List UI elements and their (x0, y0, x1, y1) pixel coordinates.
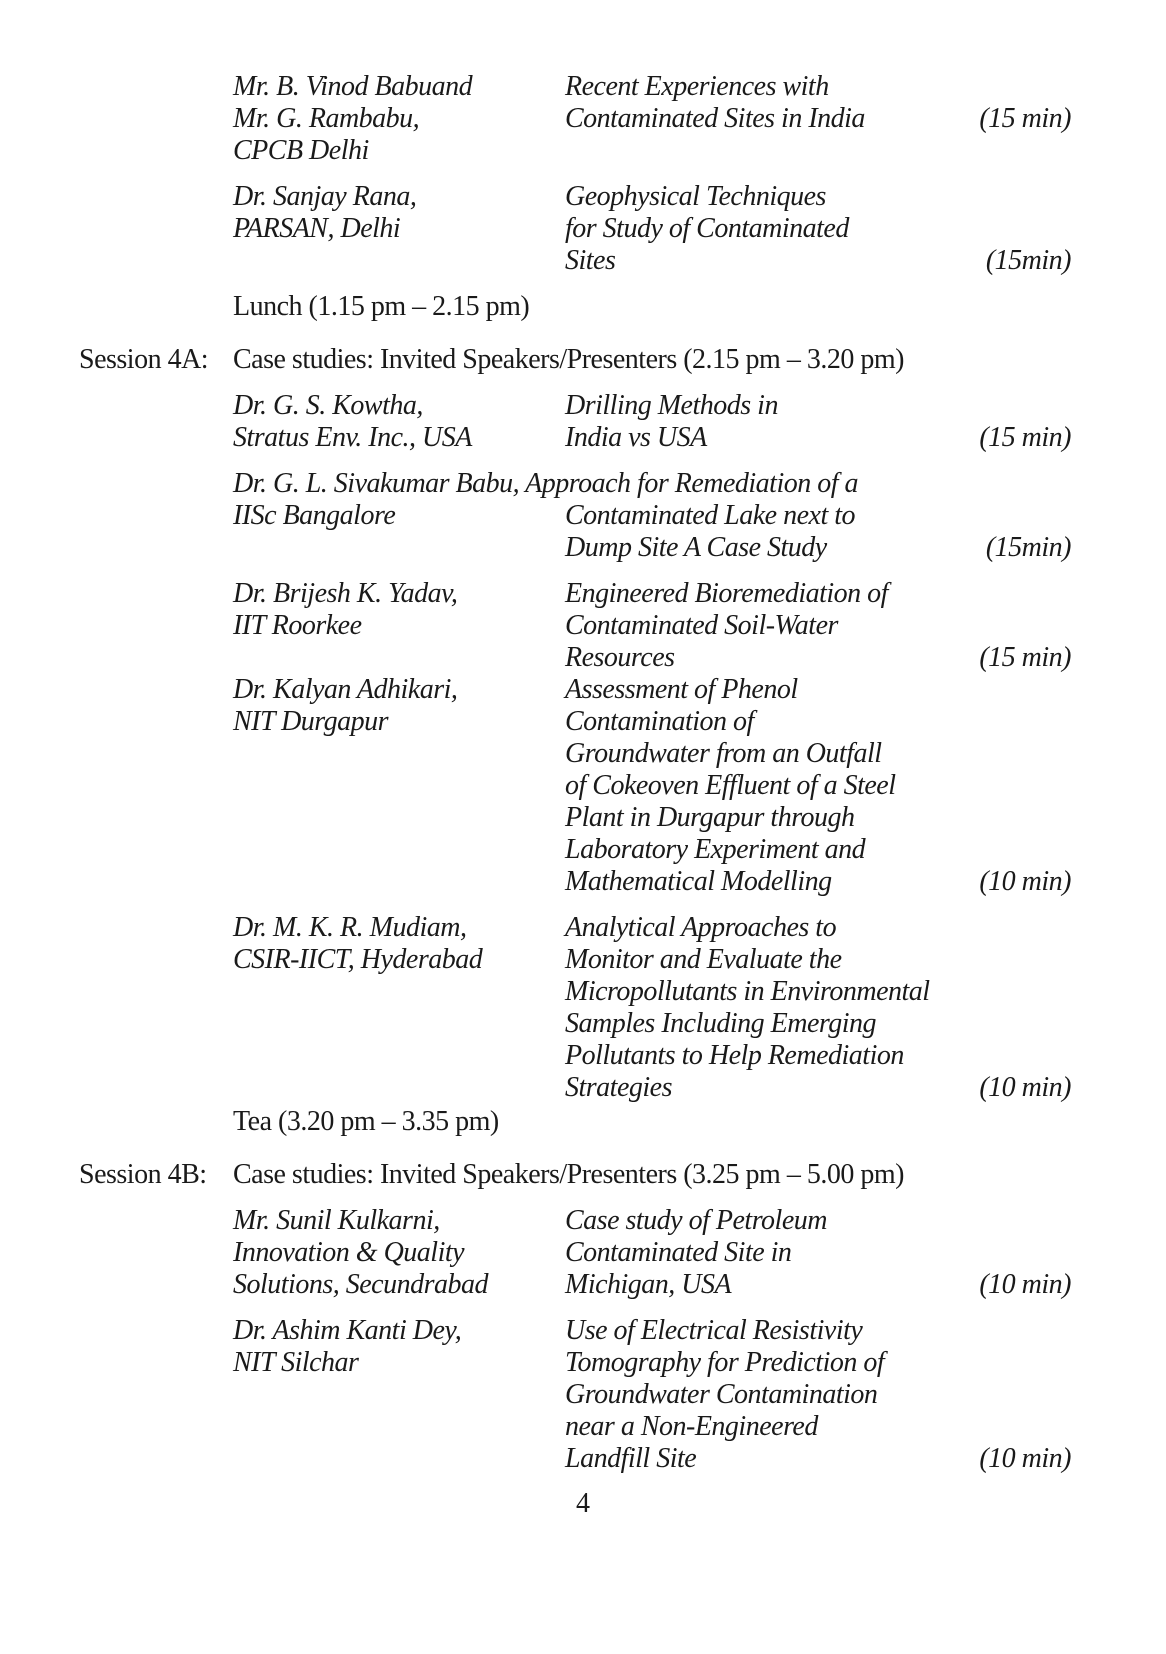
speaker-line: Innovation & Quality (233, 1237, 465, 1268)
speaker-line: Mr. B. Vinod Babuand (233, 71, 473, 102)
speaker-line: Mr. Sunil Kulkarni, (233, 1205, 440, 1236)
speaker-line: Dr. G. S. Kowtha, (233, 390, 423, 421)
talk-title-line: Pollutants to Help Remediation (565, 1040, 904, 1071)
page-number: 4 (576, 1488, 590, 1519)
talk-duration: (15min) (985, 245, 1071, 276)
talk-title-line: Landfill Site (565, 1443, 697, 1474)
talk-title-line: Geophysical Techniques (565, 181, 826, 212)
talk-duration: (15 min) (979, 103, 1071, 134)
talk-duration: (15 min) (979, 422, 1071, 453)
talk-title-line: Contaminated Site in (565, 1237, 792, 1268)
talk-title-line: Sites (565, 245, 616, 276)
talk-title-line: near a Non-Engineered (565, 1411, 818, 1442)
speaker-line: Dr. Kalyan Adhikari, (233, 674, 458, 705)
talk-title-line: Contaminated Sites in India (565, 103, 865, 134)
talk-duration: (10 min) (979, 1443, 1071, 1474)
talk-title-line: Assessment of Phenol (565, 674, 798, 705)
speaker-line: PARSAN, Delhi (233, 213, 401, 244)
talk-title-line: Resources (565, 642, 675, 673)
talk-title-line: Mathematical Modelling (565, 866, 832, 897)
talk-title-line: Groundwater from an Outfall (565, 738, 882, 769)
talk-title-line: Groundwater Contamination (565, 1379, 878, 1410)
talk-title-line: Analytical Approaches to (565, 912, 837, 943)
talk-title-line: Strategies (565, 1072, 672, 1103)
talk-title-line: of Cokeoven Effluent of a Steel (565, 770, 896, 801)
talk-title-line: Engineered Bioremediation of (565, 578, 888, 609)
speaker-line: NIT Silchar (233, 1347, 359, 1378)
talk-title-line: Dump Site A Case Study (565, 532, 827, 563)
speaker-line: CSIR-IICT, Hyderabad (233, 944, 483, 975)
speaker-line: Mr. G. Rambabu, (233, 103, 420, 134)
talk-duration: (10 min) (979, 866, 1071, 897)
speaker-line: Dr. Ashim Kanti Dey, (233, 1315, 462, 1346)
talk-title-line: Laboratory Experiment and (565, 834, 866, 865)
talk-title-line: Contaminated Lake next to (565, 500, 856, 531)
speaker-line: Stratus Env. Inc., USA (233, 422, 472, 453)
speaker-line: IIT Roorkee (233, 610, 362, 641)
talk-title-line: Case study of Petroleum (565, 1205, 827, 1236)
talk-title-line: Contamination of (565, 706, 754, 737)
talk-title-line: Contaminated Soil-Water (565, 610, 838, 641)
talk-title-line: for Study of Contaminated (565, 213, 849, 244)
talk-duration: (15min) (985, 532, 1071, 563)
speaker-title-line: Dr. G. L. Sivakumar Babu, Approach for Remediation of a (233, 468, 859, 499)
talk-title-line: Micropollutants in Environmental (565, 976, 930, 1007)
talk-title-line: Tomography for Prediction of (565, 1347, 885, 1378)
talk-title-line: Samples Including Emerging (565, 1008, 877, 1039)
speaker-line: Solutions, Secundrabad (233, 1269, 488, 1300)
session-label: Session 4A: (79, 344, 209, 375)
talk-title-line: Use of Electrical Resistivity (565, 1315, 863, 1346)
session-heading: Case studies: Invited Speakers/Presenters (2.15 pm – 3.20 pm) (233, 344, 904, 375)
speaker-line: Dr. M. K. R. Mudiam, (233, 912, 467, 943)
lunch-break: Lunch (1.15 pm – 2.15 pm) (233, 291, 530, 322)
talk-title-line: Monitor and Evaluate the (565, 944, 842, 975)
tea-break: Tea (3.20 pm – 3.35 pm) (233, 1106, 499, 1137)
talk-duration: (10 min) (979, 1269, 1071, 1300)
talk-title-line: Plant in Durgapur through (565, 802, 855, 833)
speaker-line: Dr. Sanjay Rana, (233, 181, 417, 212)
speaker-line: IISc Bangalore (233, 500, 396, 531)
talk-title-line: India vs USA (565, 422, 707, 453)
talk-title-line: Michigan, USA (565, 1269, 732, 1300)
talk-title-line: Recent Experiences with (565, 71, 829, 102)
talk-duration: (15 min) (979, 642, 1071, 673)
speaker-line: CPCB Delhi (233, 135, 369, 166)
session-heading: Case studies: Invited Speakers/Presenters (3.25 pm – 5.00 pm) (233, 1159, 904, 1190)
talk-title-line: Drilling Methods in (565, 390, 778, 421)
session-label: Session 4B: (79, 1159, 207, 1190)
speaker-line: NIT Durgapur (233, 706, 389, 737)
speaker-line: Dr. Brijesh K. Yadav, (233, 578, 458, 609)
talk-duration: (10 min) (979, 1072, 1071, 1103)
